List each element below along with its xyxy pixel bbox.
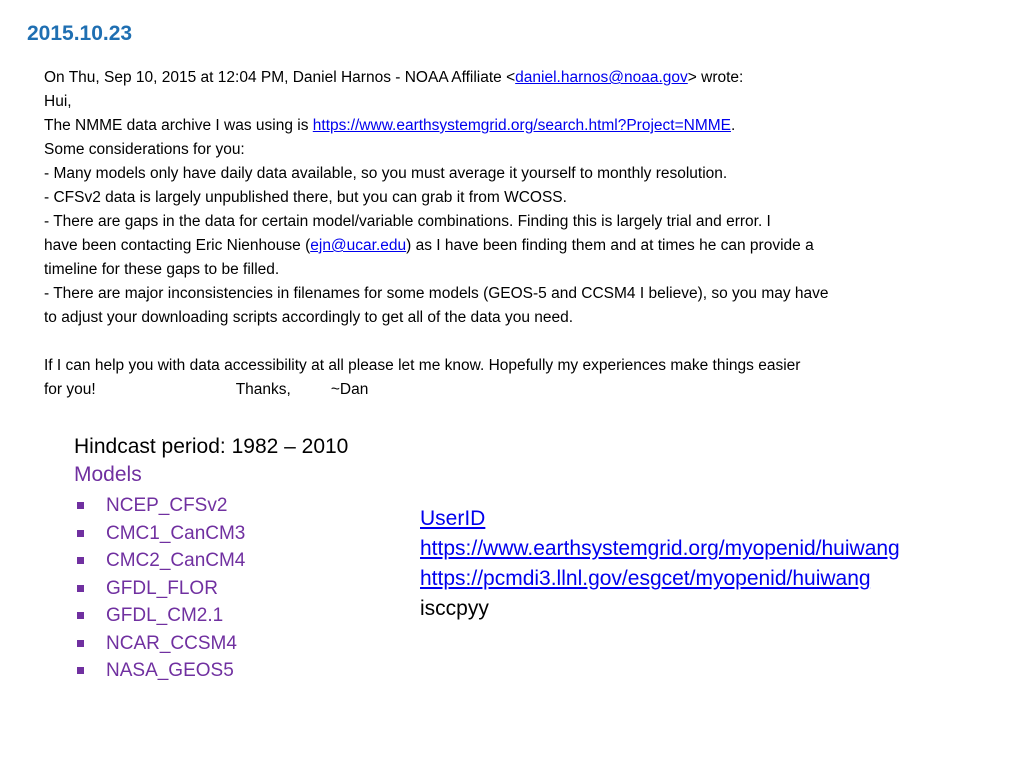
list-item: [74, 547, 245, 575]
closing-line-2: [44, 378, 959, 402]
blank-line: [44, 330, 959, 354]
esg-openid-link[interactable]: https://www.earthsystemgrid.org/myopenid/huiwang: [420, 537, 900, 560]
consideration-point-1: - Many models only have daily data available, so you must average it yourself to monthly resolution.: [44, 165, 728, 182]
model-name: NCAR_CCSM4: [106, 632, 237, 654]
contact-email-link[interactable]: ejn@ucar.edu: [310, 237, 407, 254]
consideration-point-3-line-3: timeline for these gaps to be filled.: [44, 261, 280, 278]
point3-suffix: ) as I have been finding them and at times he can provide a: [406, 237, 814, 254]
archive-suffix: .: [731, 117, 736, 134]
models-list: [74, 492, 245, 685]
account-info: [420, 504, 900, 624]
email-header-suffix: > wrote:: [687, 69, 744, 86]
userid-link[interactable]: UserID: [420, 507, 486, 530]
list-item: [74, 630, 245, 658]
pcmdi-openid-link[interactable]: https://pcmdi3.llnl.gov/esgcet/myopenid/huiwang: [420, 567, 871, 590]
consideration-point-2: - CFSv2 data is largely unpublished there, but you can grab it from WCOSS.: [44, 189, 567, 206]
consideration-point-4-line-2: to adjust your downloading scripts accordingly to get all of the data you need.: [44, 309, 574, 326]
consideration-point-4-line-1: - There are major inconsistencies in filenames for some models (GEOS-5 and CCSM4 I believe), so you may have: [44, 285, 829, 302]
list-item: [74, 492, 245, 520]
hindcast-period: Hindcast period: 1982 – 2010: [74, 435, 349, 458]
signature: ~Dan: [330, 381, 369, 398]
consideration-point-3-line-1: - There are gaps in the data for certain model/variable combinations. Finding this is largely trial and error. I: [44, 213, 771, 230]
considerations-heading: Some considerations for you:: [44, 141, 245, 158]
square-bullet-icon: [77, 585, 84, 592]
model-name: GFDL_FLOR: [106, 577, 218, 599]
archive-line: [44, 114, 959, 138]
closing-line-1: If I can help you with data accessibility at all please let me know. Hopefully my experiences make things easier: [44, 357, 801, 374]
square-bullet-icon: [77, 667, 84, 674]
model-name: NASA_GEOS5: [106, 660, 234, 681]
model-name: CMC2_CanCM4: [106, 550, 246, 571]
slide-title: 2015.10.23: [27, 22, 133, 45]
square-bullet-icon: [77, 612, 84, 619]
list-item: [74, 575, 245, 603]
point3-prefix: have been contacting Eric Nienhouse (: [44, 237, 311, 254]
model-name: GFDL_CM2.1: [106, 605, 224, 626]
square-bullet-icon: [77, 530, 84, 537]
sender-email-link[interactable]: daniel.harnos@noaa.gov: [515, 69, 688, 86]
consideration-point-3-line-2: [44, 234, 959, 258]
nmme-archive-link[interactable]: https://www.earthsystemgrid.org/search.html?Project=NMME: [312, 117, 731, 134]
list-item: [74, 520, 245, 548]
models-heading: Models: [74, 463, 142, 486]
email-greeting: Hui,: [44, 93, 72, 110]
closing-thanks: Thanks,: [235, 381, 291, 398]
model-name: CMC1_CanCM3: [106, 522, 246, 544]
list-item: [74, 657, 245, 685]
email-quote: [44, 66, 959, 402]
password-text: isccpyy: [420, 597, 489, 620]
square-bullet-icon: [77, 502, 84, 509]
email-header: [44, 66, 959, 90]
model-name: NCEP_CFSv2: [106, 495, 228, 516]
square-bullet-icon: [77, 640, 84, 647]
email-header-prefix: On Thu, Sep 10, 2015 at 12:04 PM, Daniel Harnos - NOAA Affiliate <: [44, 69, 516, 86]
archive-prefix: The NMME data archive I was using is: [44, 117, 313, 134]
closing-for-you: for you!: [44, 381, 96, 398]
list-item: [74, 602, 245, 630]
square-bullet-icon: [77, 557, 84, 564]
